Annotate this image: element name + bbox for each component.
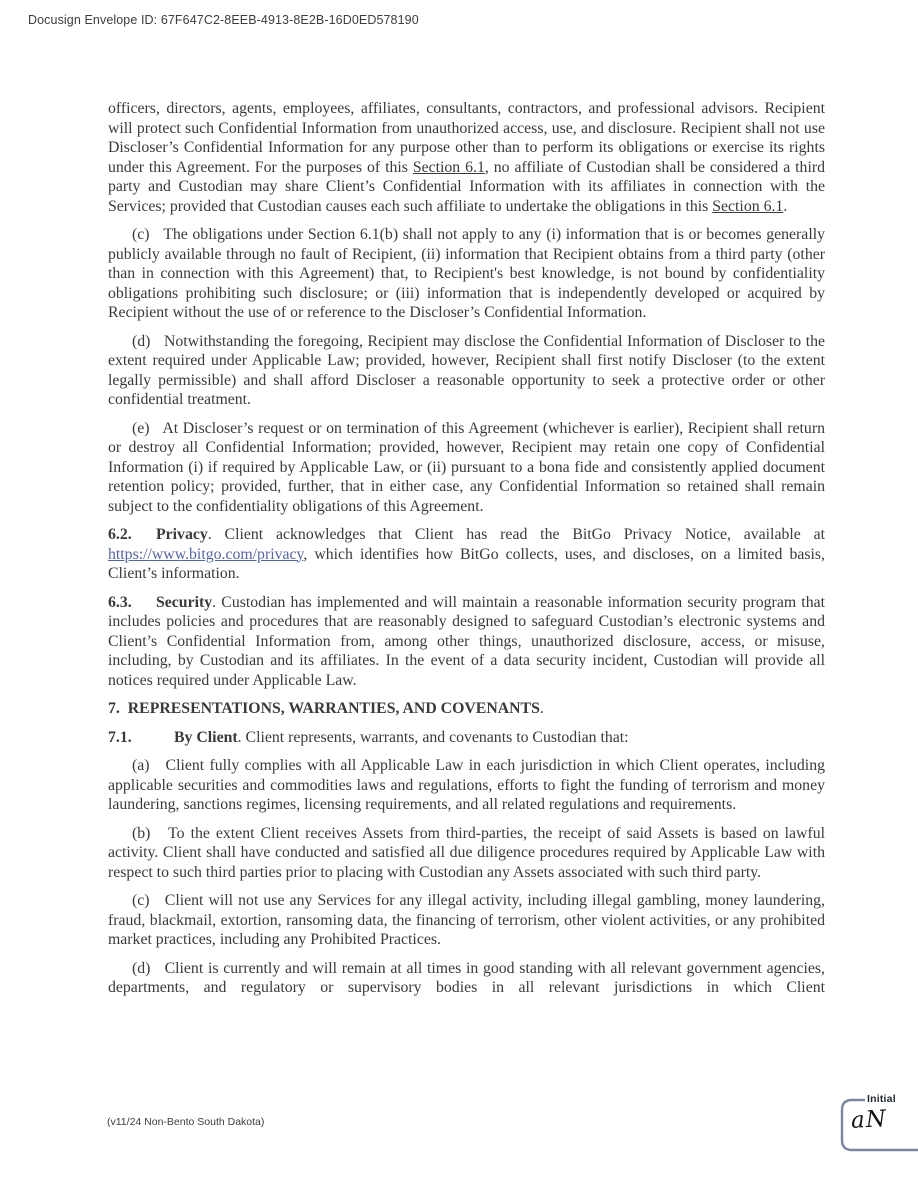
- paragraph-6-1-e: [108, 419, 825, 517]
- text-run: 6.2.: [108, 526, 132, 543]
- text-run: (c) The obligations under Section 6.1(b) shall not apply to any (i) information that is or becomes generally publicly available through no fault of Recipient, (ii) information that Recipient obtains from a third party (other than in connection with this Agreement) that, to Recipient's best knowledge, is not bound by confidentiality obligations prohibiting such disclosure; or (iii) information that is independently developed or acquired by Recipient without the use of or reference to the Discloser’s Confidential Information.: [108, 226, 825, 321]
- envelope-id-header: Docusign Envelope ID: 67F647C2-8EEB-4913-8E2B-16D0ED578190: [28, 13, 419, 27]
- privacy-link[interactable]: https://www.bitgo.com/privacy: [108, 545, 304, 563]
- text-run: , which identifies how BitGo collects, uses, and discloses, on a limited basis, Client’s information.: [108, 545, 825, 582]
- text-run: officers, directors, agents, employees, affiliates, consultants, contractors, and professional advisors. Recipient will protect such Confidential Information from unauthorized access, use, and disclosure. Recipient shall not use Discloser’s Confidential Information for any purpose other than to perform its obligations or exercise its rights under this Agreement. For the purposes of this: [108, 100, 825, 176]
- text-run: Security: [156, 593, 213, 611]
- signer-initials[interactable]: aN: [850, 1106, 888, 1134]
- text-run: . Custodian has implemented and will maintain a reasonable information security program that includes policies and procedures that are reasonably designed to safeguard Custodian’s electronic systems and Client’s Confidential Information from, among other things, unauthorized disclosure, access, or misuse, including, by Custodian and its affiliates. In the event of a data security incident, Custodian will provide all notices required under Applicable Law.: [108, 593, 825, 689]
- text-run: .: [539, 700, 544, 717]
- text-run: (c) Client will not use any Services for any illegal activity, including illegal gambling, money laundering, fraud, blackmail, extortion, ransoming data, the financing of terrorism, other violent activities, or any prohibited market practices, including any Prohibited Practices.: [108, 892, 825, 948]
- text-run: (e) At Discloser’s request or on termination of this Agreement (whichever is earlier), Recipient shall return or destroy all Confidential Information; provided, however, Recipient may retain one copy of Confidential Information (i) if required by Applicable Law, or (ii) pursuant to a bona fide and consistently applied document retention policy; provided, further, that in either case, any Confidential Information so retained shall remain subject to the confidentiality obligations of this Agreement.: [108, 419, 825, 515]
- text-run: .: [783, 197, 788, 215]
- section-6-2-privacy: [108, 525, 825, 584]
- initial-tab-label: Initial: [867, 1093, 896, 1105]
- footer-version-note: (v11/24 Non-Bento South Dakota): [107, 1116, 265, 1128]
- text-run: (b) To the extent Client receives Assets from third-parties, the receipt of said Assets is based on lawful activity. Client shall have conducted and satisfied all due diligence procedures required by Applicable Law with respect to such third parties prior to placing with Custodian any Assets associated with such third party.: [108, 824, 825, 881]
- text-run: 7. REPRESENTATIONS, WARRANTIES, AND COVENANTS: [108, 700, 540, 717]
- text-run: . Client acknowledges that Client has read the BitGo Privacy Notice, available at: [207, 526, 825, 543]
- paragraph-6-1-d: [108, 332, 825, 410]
- text-run: Section 6.1: [412, 158, 485, 176]
- paragraph-6-1b-continuation: [108, 99, 825, 216]
- text-run: (d) Notwithstanding the foregoing, Recipient may disclose the Confidential Information of Discloser to the extent required under Applicable Law; provided, however, Recipient shall first notify Discloser (to the extent legally permissible) and shall afford Discloser a reasonable opportunity to seek a protective order or other confidential treatment.: [108, 332, 825, 408]
- section-7-1-by-client: [108, 728, 825, 748]
- document-body: [108, 99, 825, 1007]
- paragraph-7-1-d: [108, 959, 825, 998]
- paragraph-7-1-a: [108, 756, 825, 815]
- text-run: (d) Client is currently and will remain at all times in good standing with all relevant government agencies, departments, and regulatory or supervisory bodies in all relevant jurisdictions in which Client: [108, 959, 825, 996]
- text-run: 7.1.: [108, 728, 132, 746]
- section-7-heading: [108, 699, 825, 719]
- paragraph-7-1-b: [108, 824, 825, 883]
- section-6-3-security: [108, 593, 825, 691]
- text-run: , no affiliate of Custodian shall be considered a third party and Custodian may share Client’s Confidential Information with its affiliates in connection with the Services; provided that Custodian causes each such affiliate to undertake the obligations in this: [108, 158, 825, 215]
- text-run: 6.3.: [108, 593, 132, 611]
- text-run: By Client: [174, 728, 238, 746]
- text-run: (a) Client fully complies with all Applicable Law in each jurisdiction in which Client operates, including applicable securities and commodities laws and regulations, efforts to fight the funding of terrorism and money laundering, sanctions regimes, licensing requirements, and all related regulations and requirements.: [108, 757, 825, 813]
- paragraph-6-1-c: [108, 225, 825, 323]
- text-run: . Client represents, warrants, and covenants to Custodian that:: [237, 728, 629, 746]
- text-run: Section 6.1: [712, 197, 784, 215]
- text-run: Privacy: [156, 526, 208, 543]
- paragraph-7-1-c: [108, 891, 825, 950]
- initial-tab[interactable]: [836, 1092, 918, 1156]
